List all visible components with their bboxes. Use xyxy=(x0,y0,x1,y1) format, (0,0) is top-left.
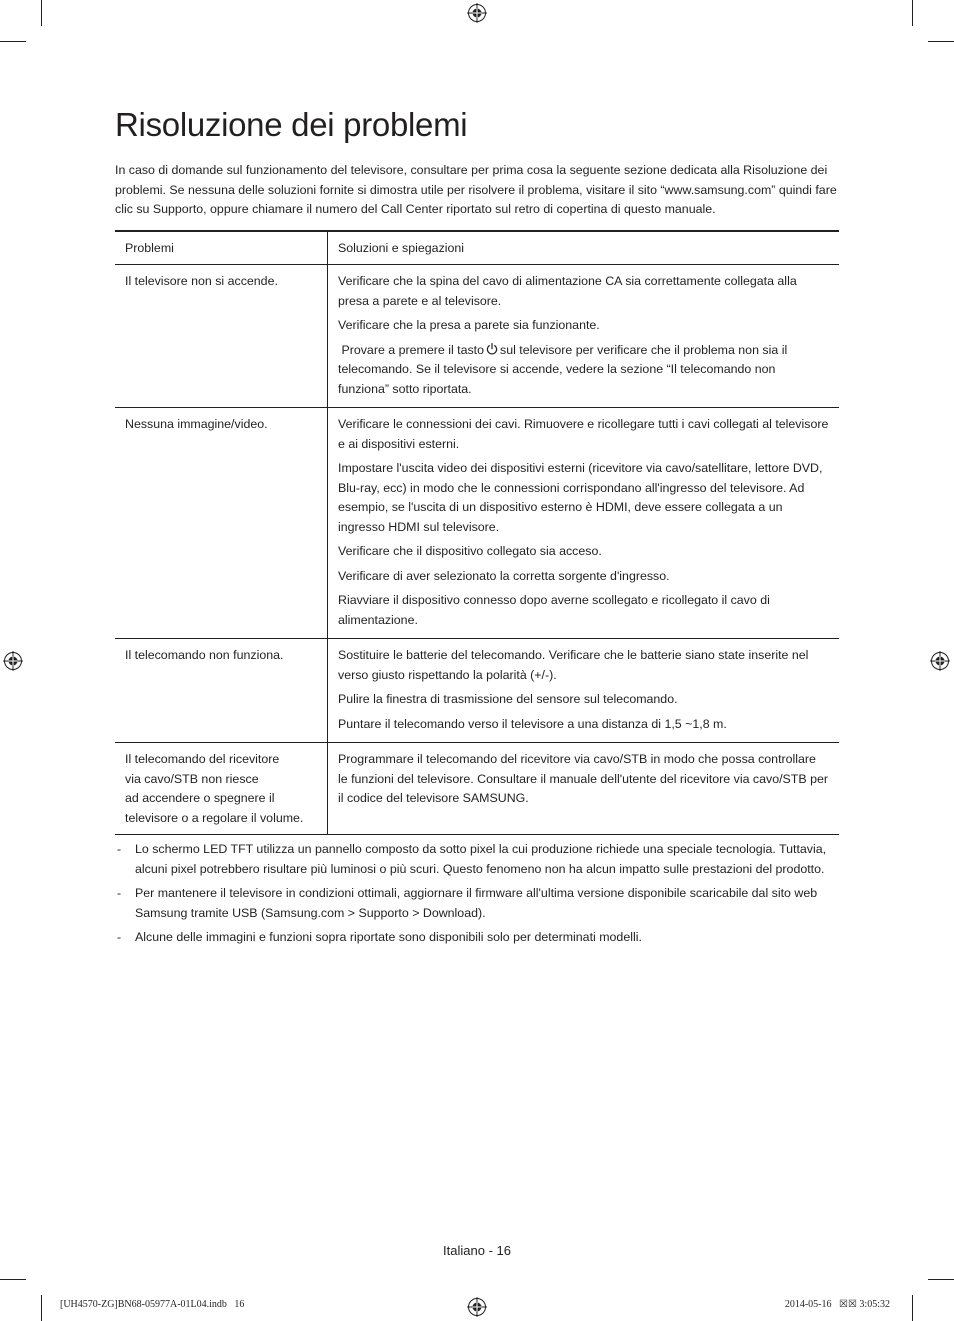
note-item xyxy=(115,840,839,879)
solution-text xyxy=(338,341,829,400)
file-info: [UH4570-ZG]BN68-05977A-01L04.indb 16 xyxy=(60,1299,245,1310)
solutions-cell xyxy=(328,408,840,639)
solution-text: Riavviare il dispositivo connesso dopo averne scollegato e ricollegato il cavo di alimentazione. xyxy=(338,593,770,627)
solution-text: Programmare il telecomando del ricevitore via cavo/STB in modo che possa controllare le funzioni del televisore. Consultare il manuale dell'utente del ricevitore via cavo/STB per il codice del televisore SAMSUNG. xyxy=(338,752,828,805)
solution-text: Impostare l'uscita video dei dispositivi esterni (ricevitore via cavo/satellitare, lettore DVD, Blu-ray, ecc) in modo che le connessioni corrispondano all'ingresso del televisore. Ad esempio, se l'uscita di un dispositivo esterno è HDMI, deve essere collegata a un ingresso HDMI sul televisore. xyxy=(338,461,823,534)
table-row xyxy=(115,639,839,743)
power-icon xyxy=(486,343,498,355)
table-row xyxy=(115,265,839,408)
note-item xyxy=(115,884,839,923)
solution-text: Verificare di aver selezionato la corretta sorgente d'ingresso. xyxy=(338,568,670,583)
note-item xyxy=(115,928,839,948)
column-header-solutions: Soluzioni e spiegazioni xyxy=(328,231,840,265)
intro-paragraph: In caso di domande sul funzionamento del televisore, consultare per prima cosa la seguente sezione dedicata alla Risoluzione dei problemi. Se nessuna delle soluzioni fornite si dimostra utile per risolvere il problema, visitare il sito “www.samsung.com” quindi fare clic su Supporto, oppure chiamare il numero del Call Center riportato sul retro di copertina di questo manuale. xyxy=(115,163,837,216)
solution-text-after-icon: sul televisore per verificare che il problema non sia il telecomando. Se il televisore si accende, vedere la sezione “Il telecomando non funziona” sotto riportata. xyxy=(338,342,788,396)
page-number-label: Italiano - 16 xyxy=(443,1243,511,1258)
solution-text: Verificare le connessioni dei cavi. Rimuovere e ricollegare tutti i cavi collegati al televisore e ai dispositivi esterni. xyxy=(338,417,829,451)
solution-text-before-icon: Provare a premere il tasto xyxy=(341,342,485,357)
crop-mark-top-right-horizontal xyxy=(928,41,954,42)
registration-mark-icon xyxy=(467,3,487,23)
note-text: Lo schermo LED TFT utilizza un pannello composto da sotto pixel la cui produzione richiede una speciale tecnologia. Tuttavia, alcuni pixel potrebbero risultare più luminosi o più scuri. Questo fenomeno non ha alcun impatto sulle prestazioni del prodotto. xyxy=(135,842,827,876)
solution-text: Verificare che la spina del cavo di alimentazione CA sia correttamente collegata alla presa a parete e al televisore. xyxy=(338,274,797,308)
problem-cell: Il telecomando non funziona. xyxy=(115,639,328,743)
crop-mark-bottom-right-horizontal xyxy=(928,1279,954,1280)
column-header-problems: Problemi xyxy=(115,231,328,265)
problem-cell xyxy=(115,743,328,835)
table-row xyxy=(115,408,839,639)
note-bullet: - xyxy=(117,842,122,856)
note-bullet: - xyxy=(117,886,122,900)
registration-mark-icon xyxy=(467,1297,487,1317)
problem-text-line: Il telecomando del ricevitore xyxy=(125,752,280,766)
solutions-cell xyxy=(328,265,840,408)
solution-text: Sostituire le batterie del telecomando. Verificare che le batterie siano state inserite nel verso giusto rispettando la polarità (+/-). xyxy=(338,648,809,682)
page-title: Risoluzione dei problemi xyxy=(115,106,468,143)
table-header-row xyxy=(115,231,839,265)
solution-text: Pulire la finestra di trasmissione del sensore sul telecomando. xyxy=(338,692,678,706)
solutions-cell xyxy=(328,743,840,835)
problem-cell: Nessuna immagine/video. xyxy=(115,408,328,639)
crop-mark-top-left-vertical xyxy=(41,0,42,26)
solution-text: Verificare che il dispositivo collegato sia acceso. xyxy=(338,544,602,558)
crop-mark-bottom-left-horizontal xyxy=(0,1279,26,1280)
solution-text: Puntare il telecomando verso il televisore a una distanza di 1,5 ~1,8 m. xyxy=(338,716,727,731)
problem-text-line: televisore o a regolare il volume. xyxy=(125,810,304,825)
note-text: Alcune delle immagini e funzioni sopra riportate sono disponibili solo per determinati modelli. xyxy=(135,930,642,944)
print-timestamp: 2014-05-16 ☒☒ 3:05:32 xyxy=(784,1299,890,1310)
crop-mark-bottom-right-vertical xyxy=(912,1295,913,1321)
crop-mark-bottom-left-vertical xyxy=(41,1295,42,1321)
registration-mark-icon xyxy=(3,651,23,671)
solutions-cell xyxy=(328,639,840,743)
notes-list xyxy=(115,840,839,953)
registration-mark-icon xyxy=(930,651,950,671)
problem-text-line: ad accendere o spegnere il xyxy=(125,791,275,805)
table-row xyxy=(115,743,839,835)
crop-mark-top-left-horizontal xyxy=(0,41,26,42)
note-text: Per mantenere il televisore in condizioni ottimali, aggiornare il firmware all'ultima versione disponibile scaricabile dal sito web Samsung tramite USB (Samsung.com > Supporto > Download). xyxy=(135,886,818,920)
problem-text-line: via cavo/STB non riesce xyxy=(125,771,259,786)
crop-mark-top-right-vertical xyxy=(912,0,913,26)
troubleshooting-table xyxy=(115,230,839,835)
note-bullet: - xyxy=(117,930,122,944)
problem-cell: Il televisore non si accende. xyxy=(115,265,328,408)
solution-text: Verificare che la presa a parete sia funzionante. xyxy=(338,318,600,332)
